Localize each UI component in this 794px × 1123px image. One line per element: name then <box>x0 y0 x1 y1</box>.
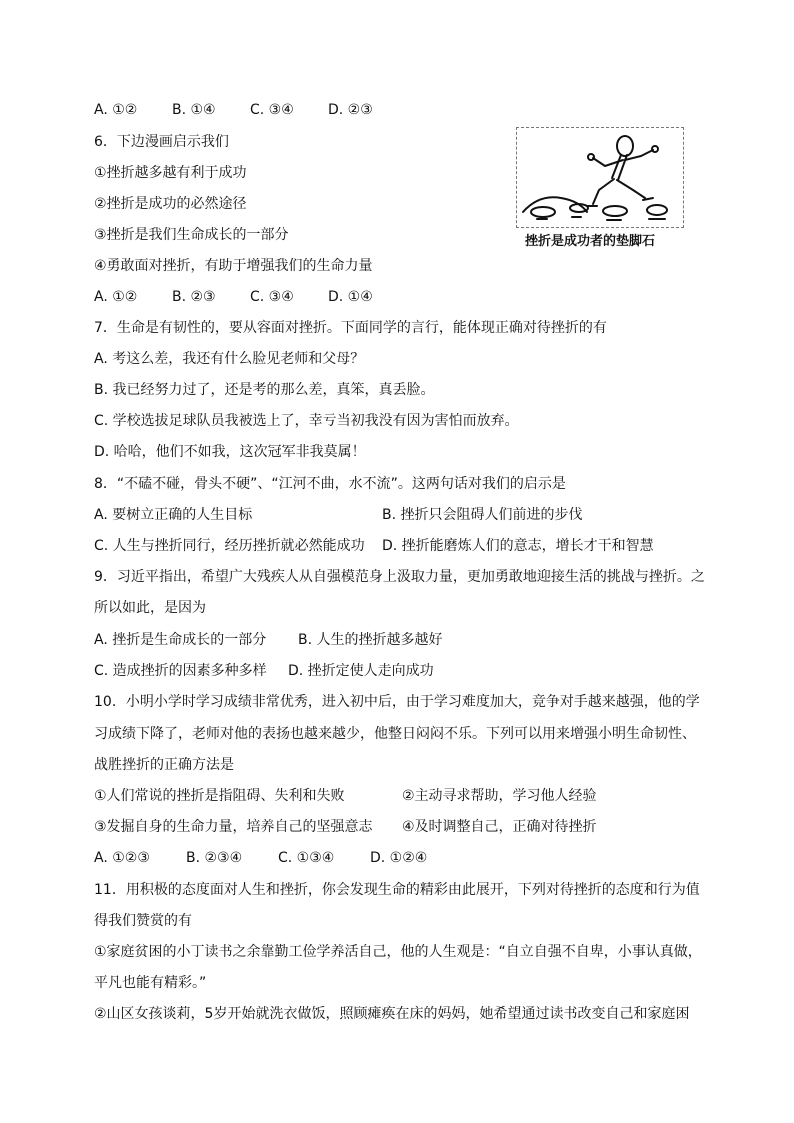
q6-option-b[interactable]: B. ②③ <box>172 289 216 305</box>
q7-option-c[interactable]: C. 学校选拔足球队员我被选上了，幸亏当初我没有因为害怕而放弃。 <box>94 413 519 429</box>
q8-option-a[interactable]: A. 要树立正确的人生目标 <box>94 507 253 523</box>
q7-option-d[interactable]: D. 哈哈，他们不如我，这次冠军非我莫属！ <box>94 444 366 460</box>
q10-item-1: ①人们常说的挫折是指阻碍、失利和失败 <box>94 788 345 804</box>
q11-stem-line2: 得我们赞赏的有 <box>94 913 192 929</box>
q6-item-2: ②挫折是成功的必然途径 <box>94 196 247 212</box>
cartoon-figure <box>516 127 684 228</box>
q9-stem-line1: 9．习近平指出，希望广大残疾人从自强模范身上汲取力量，更加勇敢地迎接生活的挑战与挫折。之 <box>94 569 705 585</box>
q10-option-c[interactable]: C. ①③④ <box>278 850 335 866</box>
q7-option-a[interactable]: A. 考这么差，我还有什么脸见老师和父母？ <box>94 351 365 367</box>
q10-option-b[interactable]: B. ②③④ <box>186 850 243 866</box>
q10-items-row1 <box>94 786 597 806</box>
q6-stem: 6．下边漫画启示我们 <box>94 134 229 150</box>
q9-option-c[interactable]: C. 造成挫折的因素多种多样 <box>94 663 267 679</box>
cartoon-caption: 挫折是成功者的垫脚石 <box>525 234 656 249</box>
running-figure-illustration <box>517 128 683 227</box>
q10-stem-line3: 战胜挫折的正确方法是 <box>94 757 234 773</box>
q9-options-row1 <box>94 630 443 650</box>
q5-option-a[interactable]: A. ①② <box>94 102 138 118</box>
q9-options-row2 <box>94 661 434 681</box>
q6-item-4: ④勇敢面对挫折，有助于增强我们的生命力量 <box>94 258 373 274</box>
q11-stem-line1: 11．用积极的态度面对人生和挫折，你会发现生命的精彩由此展开，下列对待挫折的态度和行为值 <box>94 882 700 898</box>
q9-option-d[interactable]: D. 挫折定使人走向成功 <box>288 663 434 679</box>
q5-option-d[interactable]: D. ②③ <box>328 102 373 118</box>
q8-options-row2 <box>94 536 654 556</box>
q6-option-a[interactable]: A. ①② <box>94 289 138 305</box>
q11-item-1-line2: 平凡也能有精彩。” <box>94 975 207 991</box>
q10-item-4: ④及时调整自己，正确对待挫折 <box>402 819 597 835</box>
q8-option-c[interactable]: C. 人生与挫折同行，经历挫折就必然能成功 <box>94 538 365 554</box>
q6-options <box>94 287 373 307</box>
q6-item-1: ①挫折越多越有利于成功 <box>94 165 247 181</box>
q9-stem-line2: 所以如此，是因为 <box>94 600 206 616</box>
q11-item-2-line1: ②山区女孩谈莉，5岁开始就洗衣做饭，照顾瘫痪在床的妈妈，她希望通过读书改变自己和家庭困 <box>94 1006 690 1022</box>
q11-item-1-line1: ①家庭贫困的小丁读书之余靠勤工俭学养活自己，他的人生观是：“自立自强不自卑，小事认真做， <box>94 944 702 960</box>
q8-option-b[interactable]: B. 挫折只会阻碍人们前进的步伐 <box>382 507 583 523</box>
q6-option-c[interactable]: C. ③④ <box>250 289 294 305</box>
q10-option-d[interactable]: D. ①②④ <box>370 850 428 866</box>
q10-item-2: ②主动寻求帮助，学习他人经验 <box>402 788 597 804</box>
q8-option-d[interactable]: D. 挫折能磨炼人们的意志，增长才干和智慧 <box>382 538 654 554</box>
q5-option-c[interactable]: C. ③④ <box>250 102 294 118</box>
q7-stem: 7．生命是有韧性的，要从容面对挫折。下面同学的言行，能体现正确对待挫折的有 <box>94 320 607 336</box>
q8-stem: 8．“不磕不碰，骨头不硬”、“江河不曲，水不流”。这两句话对我们的启示是 <box>94 476 566 492</box>
q10-stem-line2: 习成绩下降了，老师对他的表扬也越来越少，他整日闷闷不乐。下列可以用来增强小明生命韧性、 <box>94 726 696 742</box>
q8-options-row1 <box>94 505 583 525</box>
q10-items-row2 <box>94 817 597 837</box>
q10-stem-line1: 10．小明小学时学习成绩非常优秀，进入初中后，由于学习难度加大，竞争对手越来越强，他的学 <box>94 694 700 710</box>
q6-option-d[interactable]: D. ①④ <box>328 289 373 305</box>
q10-option-a[interactable]: A. ①②③ <box>94 850 150 866</box>
q10-options <box>94 848 427 868</box>
q10-item-3: ③发掘自身的生命力量，培养自己的坚强意志 <box>94 819 373 835</box>
q5-options <box>94 100 373 120</box>
q9-option-b[interactable]: B. 人生的挫折越多越好 <box>298 632 443 648</box>
q9-option-a[interactable]: A. 挫折是生命成长的一部分 <box>94 632 267 648</box>
q6-item-3: ③挫折是我们生命成长的一部分 <box>94 227 289 243</box>
q5-option-b[interactable]: B. ①④ <box>172 102 216 118</box>
q7-option-b[interactable]: B. 我已经努力过了，还是考的那么差，真笨，真丢脸。 <box>94 382 435 398</box>
